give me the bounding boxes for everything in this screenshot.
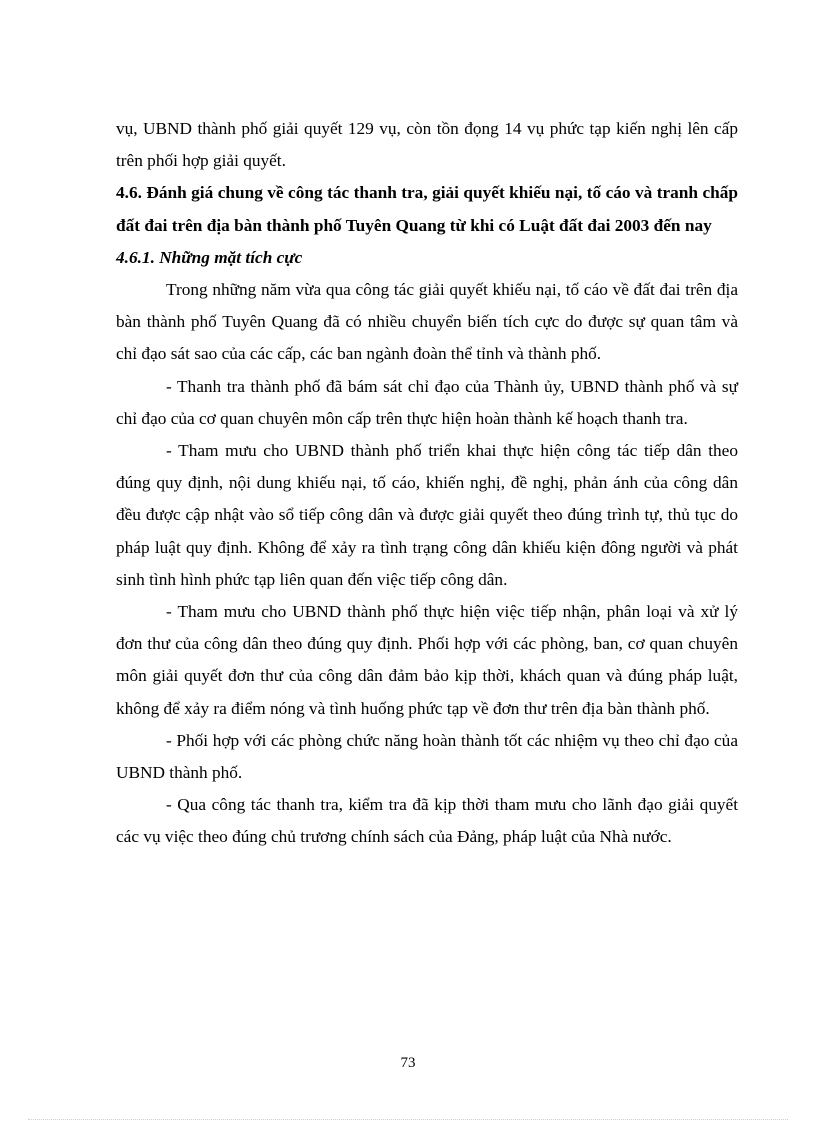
paragraph-continuation: vụ, UBND thành phố giải quyết 129 vụ, còn tồn đọng 14 vụ phức tạp kiến nghị lên cấp trên phối hợp giải quyết. xyxy=(116,119,738,171)
section-heading-4-6: 4.6. Đánh giá chung về công tác thanh tra, giải quyết khiếu nại, tố cáo và tranh chấp đất đai trên địa bàn thành phố Tuyên Quang từ khi có Luật đất đai 2003 đến nay xyxy=(116,183,738,235)
page-bottom-divider xyxy=(28,1119,788,1120)
bullet-paragraph-4: - Phối hợp với các phòng chức năng hoàn thành tốt các nhiệm vụ theo chỉ đạo của UBND thành phố. xyxy=(116,730,738,783)
page-number: 73 xyxy=(400,1055,416,1071)
bullet-paragraph-1: - Thanh tra thành phố đã bám sát chỉ đạo của Thành ủy, UBND thành phố và sự chỉ đạo của cơ quan chuyên môn cấp trên thực hiện hoàn thành kế hoạch thanh tra. xyxy=(116,376,738,428)
bullet-paragraph-2: - Tham mưu cho UBND thành phố triển khai thực hiện công tác tiếp dân theo đúng quy định, nội dung khiếu nại, tố cáo, khiến nghị, đề nghị, phản ánh của công dân đều được cập nhật vào sổ tiếp công dân và được giải quyết theo đúng trình tự, thủ tục do pháp luật quy định. Không để xảy ra tình trạng công dân khiếu kiện đông người và phát sinh tình hình phức tạp liên quan đến việc tiếp công dân. xyxy=(116,441,738,589)
body-text xyxy=(116,113,738,854)
bullet-paragraph-5: - Qua công tác thanh tra, kiểm tra đã kịp thời tham mưu cho lãnh đạo giải quyết các vụ việc theo đúng chủ trương chính sách của Đảng, pháp luật của Nhà nước. xyxy=(116,795,738,847)
paragraph-intro: Trong những năm vừa qua công tác giải quyết khiếu nại, tố cáo về đất đai trên địa bàn thành phố Tuyên Quang đã có nhiều chuyển biến tích cực do được sự quan tâm và chỉ đạo sát sao của các cấp, các ban ngành đoàn thể tỉnh và thành phố. xyxy=(116,280,738,364)
bullet-paragraph-3: - Tham mưu cho UBND thành phố thực hiện việc tiếp nhận, phân loại và xử lý đơn thư của công dân theo đúng quy định. Phối hợp với các phòng, ban, cơ quan chuyên môn giải quyết đơn thư của công dân đảm bảo kịp thời, khách quan và đúng pháp luật, không để xảy ra điểm nóng và tình huống phức tạp về đơn thư trên địa bàn thành phố. xyxy=(116,602,738,718)
subsection-heading-4-6-1: 4.6.1. Những mặt tích cực xyxy=(116,247,303,267)
